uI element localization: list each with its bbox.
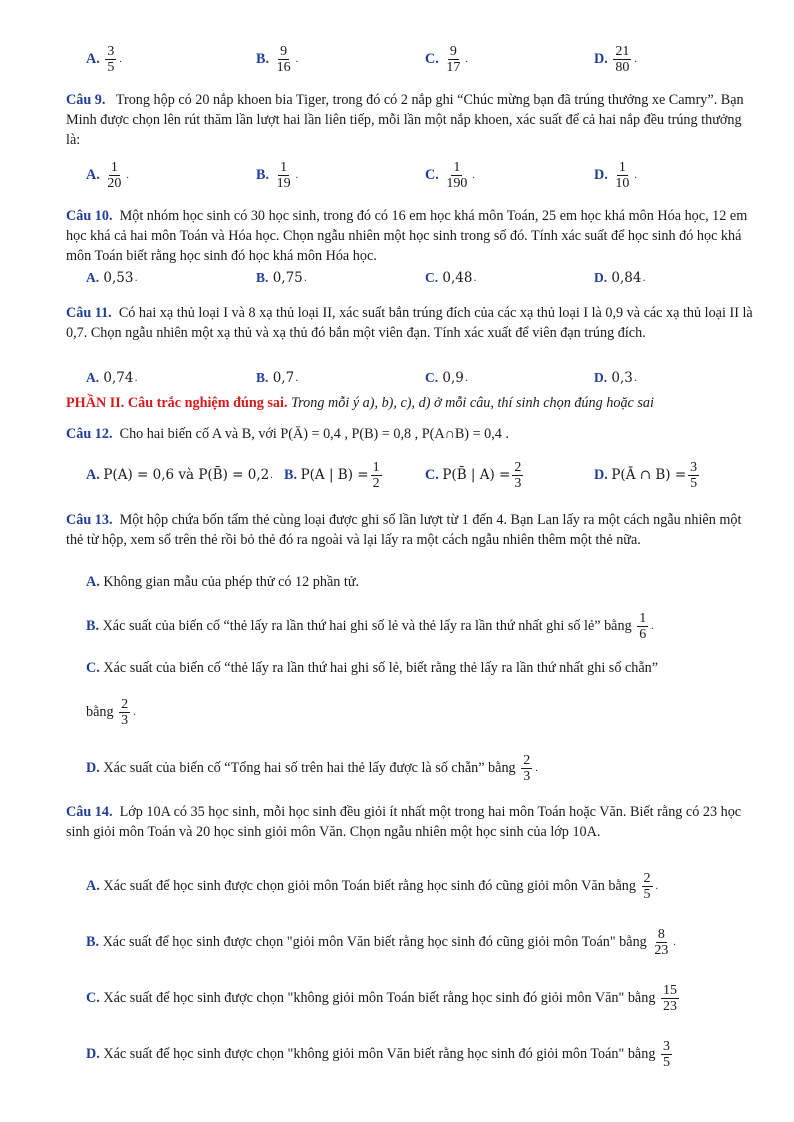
statement-d: D. Xác suất của biến cố “Tổng hai số trên hai thẻ lấy được là số chẵn” bằng $\frac{2}{3}$ . xyxy=(86,752,538,784)
option-c: C. $\frac{1}{190}$ . xyxy=(425,159,475,191)
options-row-prev xyxy=(86,44,746,74)
section-title: PHẦN II. Câu trắc nghiệm đúng sai. xyxy=(66,395,288,411)
question-text: Một hộp chứa bốn tấm thẻ cùng loại được ghi số lần lượt từ 1 đến 4. Bạn Lan lấy ra một cách ngẫu nhiên một thẻ từ hộp, xem số trên thẻ rồi bỏ thẻ đó ra ngoài và lại lấy ra một cách ngẫu nhiên thêm một thẻ nữa. xyxy=(66,512,742,548)
question-text: Lớp 10A có 35 học sinh, mỗi học sinh đều giỏi ít nhất một trong hai môn Toán hoặc Văn. Biết rằng có 23 học sinh giỏi môn Toán và 20 học sinh giỏi môn Văn. Chọn ngẫu nhiên một học sinh của lớp 10A. xyxy=(66,804,742,840)
statement-d: D. Xác suất để học sinh được chọn "không giỏi môn Văn biết rằng học sinh đó giỏi môn Toán" bằng $\frac{3}{5}$ xyxy=(86,1038,670,1070)
options-row-q11 xyxy=(86,368,746,388)
options-row-q10 xyxy=(86,268,746,288)
question-14 xyxy=(66,802,756,842)
question-number: Câu 11. xyxy=(66,305,112,321)
option-a: A. $\frac{1}{20}$ . xyxy=(86,159,129,191)
option-d: D. P(Ā ∩ B) = $\frac{3}{5}$ xyxy=(594,459,698,491)
question-11 xyxy=(66,303,756,343)
fraction: $\frac{9}{17}$ xyxy=(446,43,461,75)
option-d: D. 0,84 . xyxy=(594,270,646,286)
option-c: C. 0,48 . xyxy=(425,270,477,286)
question-12 xyxy=(66,424,756,444)
question-9 xyxy=(66,90,756,150)
section-instruction: Trong mỗi ý a), b), c), d) ở mỗi câu, thí sinh chọn đúng hoặc sai xyxy=(291,395,654,411)
option-b: B. P(A | B) = $\frac{1}{2}$ xyxy=(284,459,380,491)
question-number: Câu 13. xyxy=(66,512,113,528)
fraction: $\frac{21}{80}$ xyxy=(615,43,630,75)
statement-a: A. Không gian mẫu của phép thử có 12 phần tử. xyxy=(86,574,360,590)
option-a: A. 0,53 . xyxy=(86,270,138,286)
section-heading xyxy=(66,393,756,413)
option-a: A. 0,74 . xyxy=(86,370,138,386)
question-text: Trong hộp có 20 nắp khoen bia Tiger, trong đó có 2 nắp ghi “Chúc mừng bạn đã trúng thưởng xe Camry”. Bạn Minh được chọn lên rút thăm lần lượt hai lần liên tiếp, mỗi lần một nắp khoen, xác suất để cả hai nắp đều trúng thưởng là: xyxy=(66,92,744,148)
fraction: $\frac{3}{5}$ xyxy=(107,43,115,75)
question-text: Có hai xạ thủ loại I và 8 xạ thủ loại II, xác suất bắn trúng đích của các xạ thủ loại I là 0,9 và các xạ thủ loại II là 0,7. Chọn ngẫu nhiên một xạ thủ và xạ thủ đó bắn một viên đạn. Tính xác xuất để viên đạn trúng đích. xyxy=(66,305,753,341)
question-10 xyxy=(66,206,756,266)
question-text: Cho hai biến cố A và B, với P(Ā) = 0,4 , P(B) = 0,8 , P(A∩B) = 0,4 . xyxy=(119,426,509,442)
statement-c: C. Xác suất của biến cố “thẻ lấy ra lần thứ hai ghi số lẻ, biết rằng thẻ lấy ra lần thứ nhất ghi số chẵn” xyxy=(86,660,659,676)
option-a: A. P(A) = 0,6 và P(B̄) = 0,2 . xyxy=(86,466,273,483)
option-b: B. 0,75 . xyxy=(256,270,307,286)
option-b: B. $\frac{9}{16}$ . xyxy=(256,43,299,75)
question-number: Câu 9. xyxy=(66,92,106,108)
statement-b: B. Xác suất của biến cố “thẻ lấy ra lần thứ hai ghi số lẻ và thẻ lấy ra lần thứ nhất ghi số lẻ” bằng $\frac{1}{6}$ . xyxy=(86,610,654,642)
question-number: Câu 14. xyxy=(66,804,113,820)
statement-c-cont: bằng $\frac{2}{3}$ . xyxy=(86,696,136,728)
options-row-q12 xyxy=(86,456,756,494)
option-c: C. 0,9 . xyxy=(425,370,469,386)
fraction: $\frac{9}{16}$ xyxy=(276,43,291,75)
statement-a: A. Xác suất để học sinh được chọn giỏi môn Toán biết rằng học sinh đó cũng giỏi môn Văn bằng $\frac{2}{5}$ . xyxy=(86,870,658,902)
options-row-q9 xyxy=(86,160,746,190)
option-d: D. $\frac{21}{80}$ . xyxy=(594,43,637,75)
option-c: C. $\frac{9}{17}$ . xyxy=(425,43,468,75)
question-number: Câu 12. xyxy=(66,426,113,442)
statement-b: B. Xác suất để học sinh được chọn "giỏi môn Văn biết rằng học sinh đó cũng giỏi môn Toán" bằng $\frac{8}{23}$ . xyxy=(86,926,676,958)
option-b: B. 0,7 . xyxy=(256,370,299,386)
question-number: Câu 10. xyxy=(66,208,113,224)
option-d: D. $\frac{1}{10}$ . xyxy=(594,159,637,191)
question-13 xyxy=(66,510,756,550)
statement-c: C. Xác suất để học sinh được chọn "không giỏi môn Toán biết rằng học sinh đó giỏi môn Văn" bằng $\frac{15}{23}$ xyxy=(86,982,677,1014)
option-c: C. P(B̄ | A) = $\frac{2}{3}$ xyxy=(425,459,522,491)
option-b: B. $\frac{1}{19}$ . xyxy=(256,159,299,191)
question-text: Một nhóm học sinh có 30 học sinh, trong đó có 16 em học khá môn Toán, 25 em học khá môn Hóa học, 12 em học khá cả hai môn Toán và Hóa học. Chọn ngẫu nhiên một học sinh trong số đó. Tính xác suất để học sinh đó học khá môn Toán biết rằng học sinh đó học khá môn Hóa học. xyxy=(66,208,748,264)
option-d: D. 0,3 . xyxy=(594,370,638,386)
option-a: A. $\frac{3}{5}$ . xyxy=(86,43,122,75)
